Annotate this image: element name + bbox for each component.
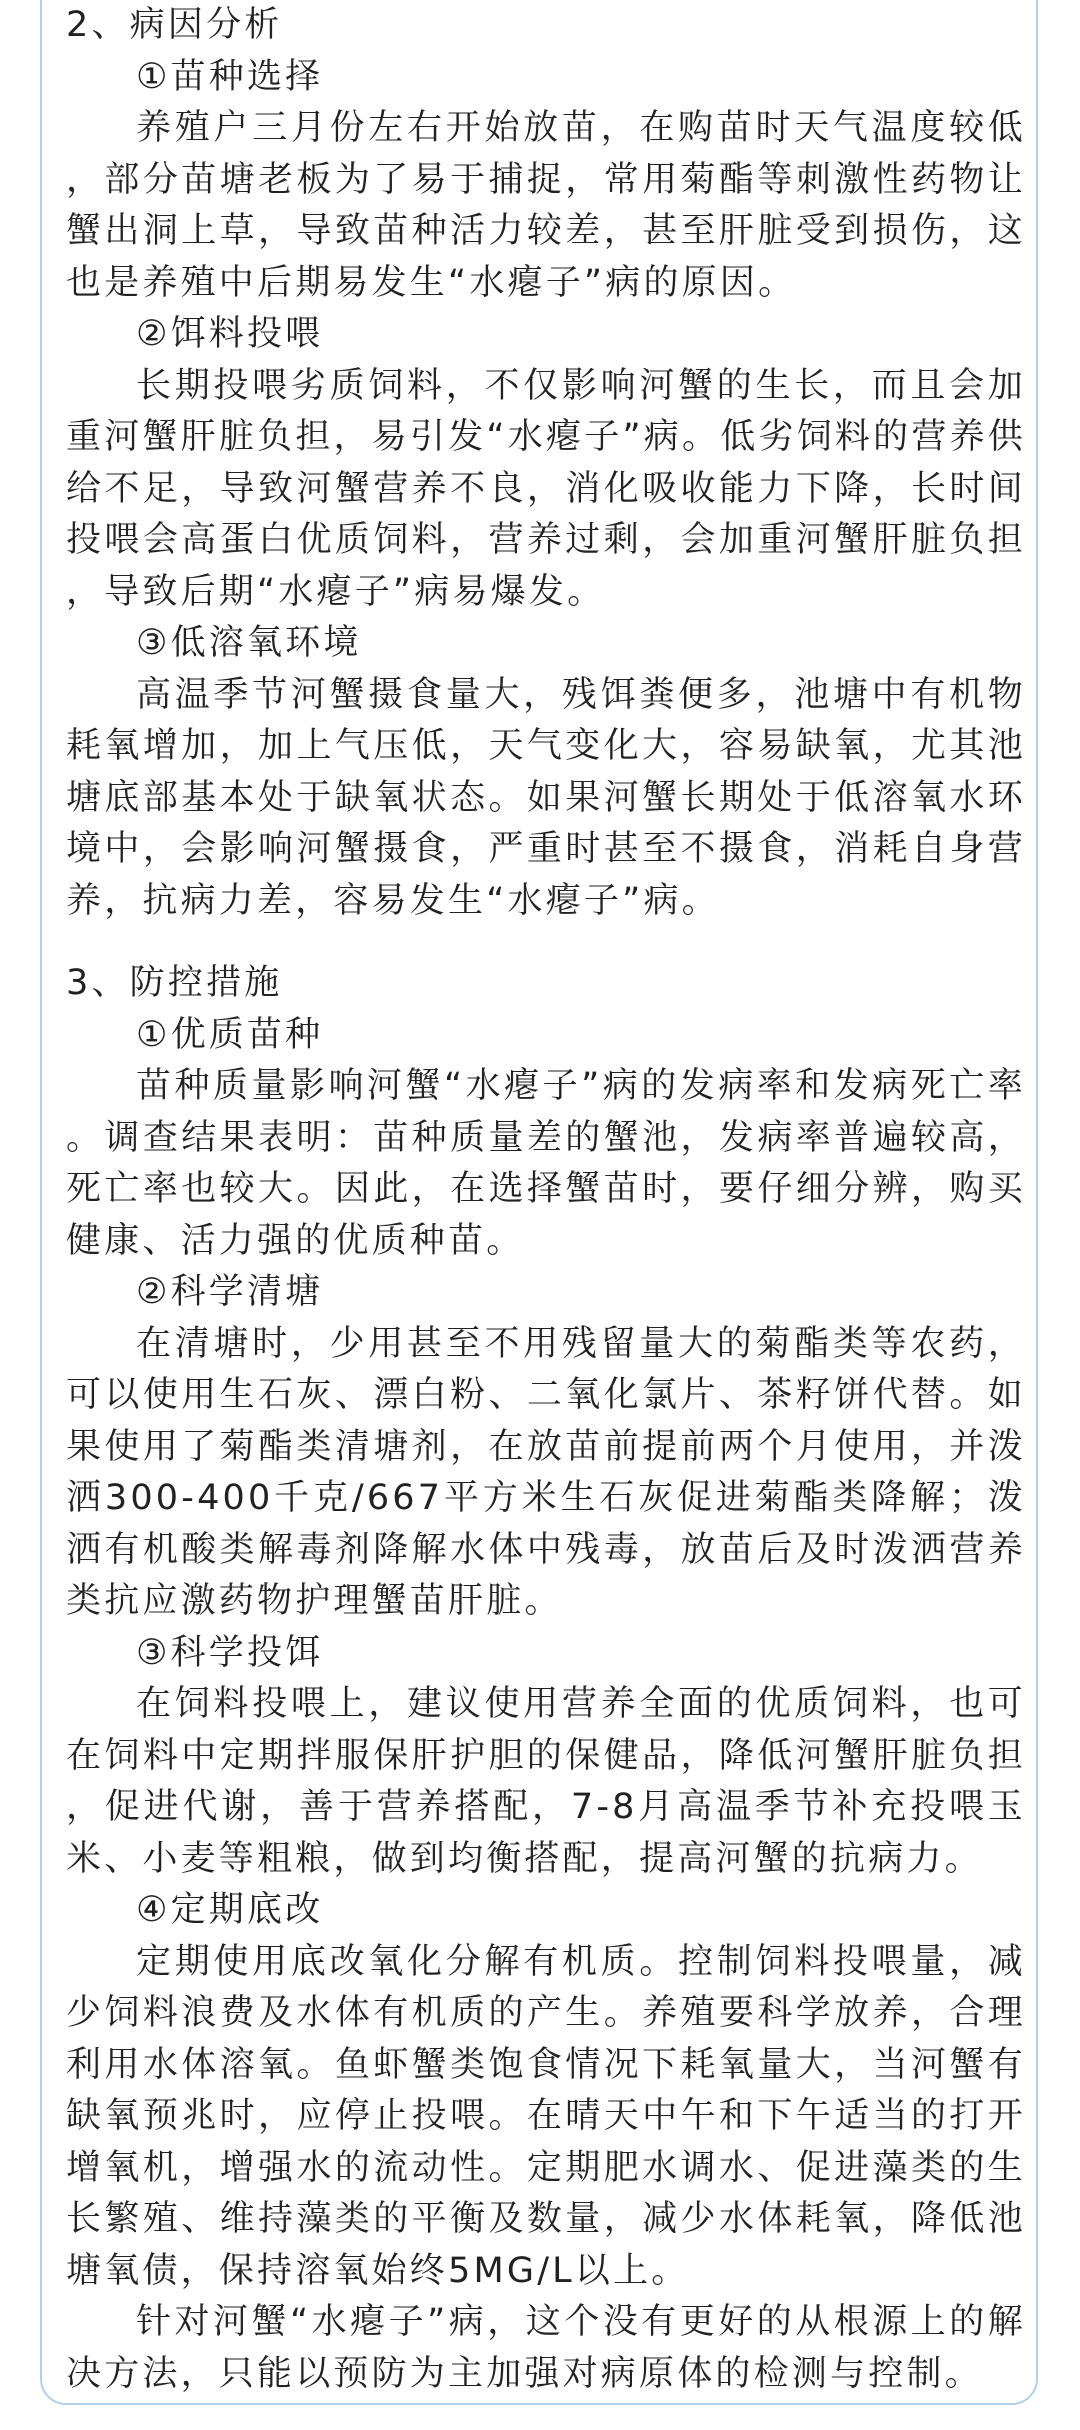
article-body: [66, 0, 1026, 2400]
subsection-title: ①苗种选择: [136, 56, 324, 97]
section-prevention-measures: [66, 958, 1026, 2400]
paragraph: 长期投喂劣质饲料，不仅影响河蟹的生长，而且会加重河蟹肝脏负担，易引发“水瘪子”病。低劣饲料的营养供给不足，导致河蟹营养不良，消化吸收能力下降，长时间投喂会高蛋白优质饲料，营养过剩，会加重河蟹肝脏负担，导致后期“水瘪子”病易爆发。: [66, 365, 1026, 612]
subsection-title: ①优质苗种: [136, 1014, 324, 1055]
section-heading: 2、病因分析: [66, 5, 283, 45]
section-spacer: [66, 927, 1026, 958]
subsection-title: ③低溶氧环境: [136, 623, 362, 663]
section-cause-analysis: [66, 0, 1026, 927]
section-heading: 3、防控措施: [66, 963, 283, 1003]
paragraph: 高温季节河蟹摄食量大，残饵粪便多，池塘中有机物耗氧增加，加上气压低，天气变化大，容易缺氧，尤其池塘底部基本处于缺氧状态。如果河蟹长期处于低溶氧水环境中，会影响河蟹摄食，严重时甚至不摄食，消耗自身营养，抗病力差，容易发生“水瘪子”病。: [66, 674, 1026, 921]
subsection-title: ④定期底改: [136, 1890, 324, 1930]
paragraph: 苗种质量影响河蟹“水瘪子”病的发病率和发病死亡率。调查结果表明：苗种质量差的蟹池，发病率普遍较高，死亡率也较大。因此，在选择蟹苗时，要仔细分辨，购买健康、活力强的优质种苗。: [66, 1066, 1026, 1261]
subsection-title: ②饵料投喂: [136, 314, 324, 354]
paragraph: 养殖户三月份左右开始放苗，在购苗时天气温度较低，部分苗塘老板为了易于捕捉，常用菊酯等刺激性药物让蟹出洞上草，导致苗种活力较差，甚至肝脏受到损伤，这也是养殖中后期易发生“水瘪子”病的原因。: [66, 108, 1026, 303]
paragraph: 在饲料投喂上，建议使用营养全面的优质饲料，也可在饲料中定期拌服保肝护胆的保健品，降低河蟹肝脏负担，促进代谢，善于营养搭配，7-8月高温季节补充投喂玉米、小麦等粗粮，做到均衡搭配，提高河蟹的抗病力。: [66, 1684, 1026, 1879]
subsection-title: ②科学清塘: [136, 1272, 324, 1312]
closing-paragraph: 针对河蟹“水瘪子”病，这个没有更好的从根源上的解决方法，只能以预防为主加强对病原体的检测与控制。: [66, 2302, 1026, 2394]
paragraph: 定期使用底改氧化分解有机质。控制饲料投喂量，减少饲料浪费及水体有机质的产生。养殖要科学放养，合理利用水体溶氧。鱼虾蟹类饱食情况下耗氧量大，当河蟹有缺氧预兆时，应停止投喂。在晴天中午和下午适当的打开增氧机，增强水的流动性。定期肥水调水、促进藻类的生长繁殖、维持藻类的平衡及数量，减少水体耗氧，降低池塘氧债，保持溶氧始终5MG/L以上。: [66, 1941, 1026, 2291]
subsection-title: ③科学投饵: [136, 1632, 324, 1673]
paragraph: 在清塘时，少用甚至不用残留量大的菊酯类等农药，可以使用生石灰、漂白粉、二氧化氯片、茶籽饼代替。如果使用了菊酯类清塘剂，在放苗前提前两个月使用，并泼洒300-400千克/667平方米生石灰促进菊酯类降解；泼洒有机酸类解毒剂降解水体中残毒，放苗后及时泼洒营养类抗应激药物护理蟹苗肝脏。: [66, 1323, 1026, 1621]
